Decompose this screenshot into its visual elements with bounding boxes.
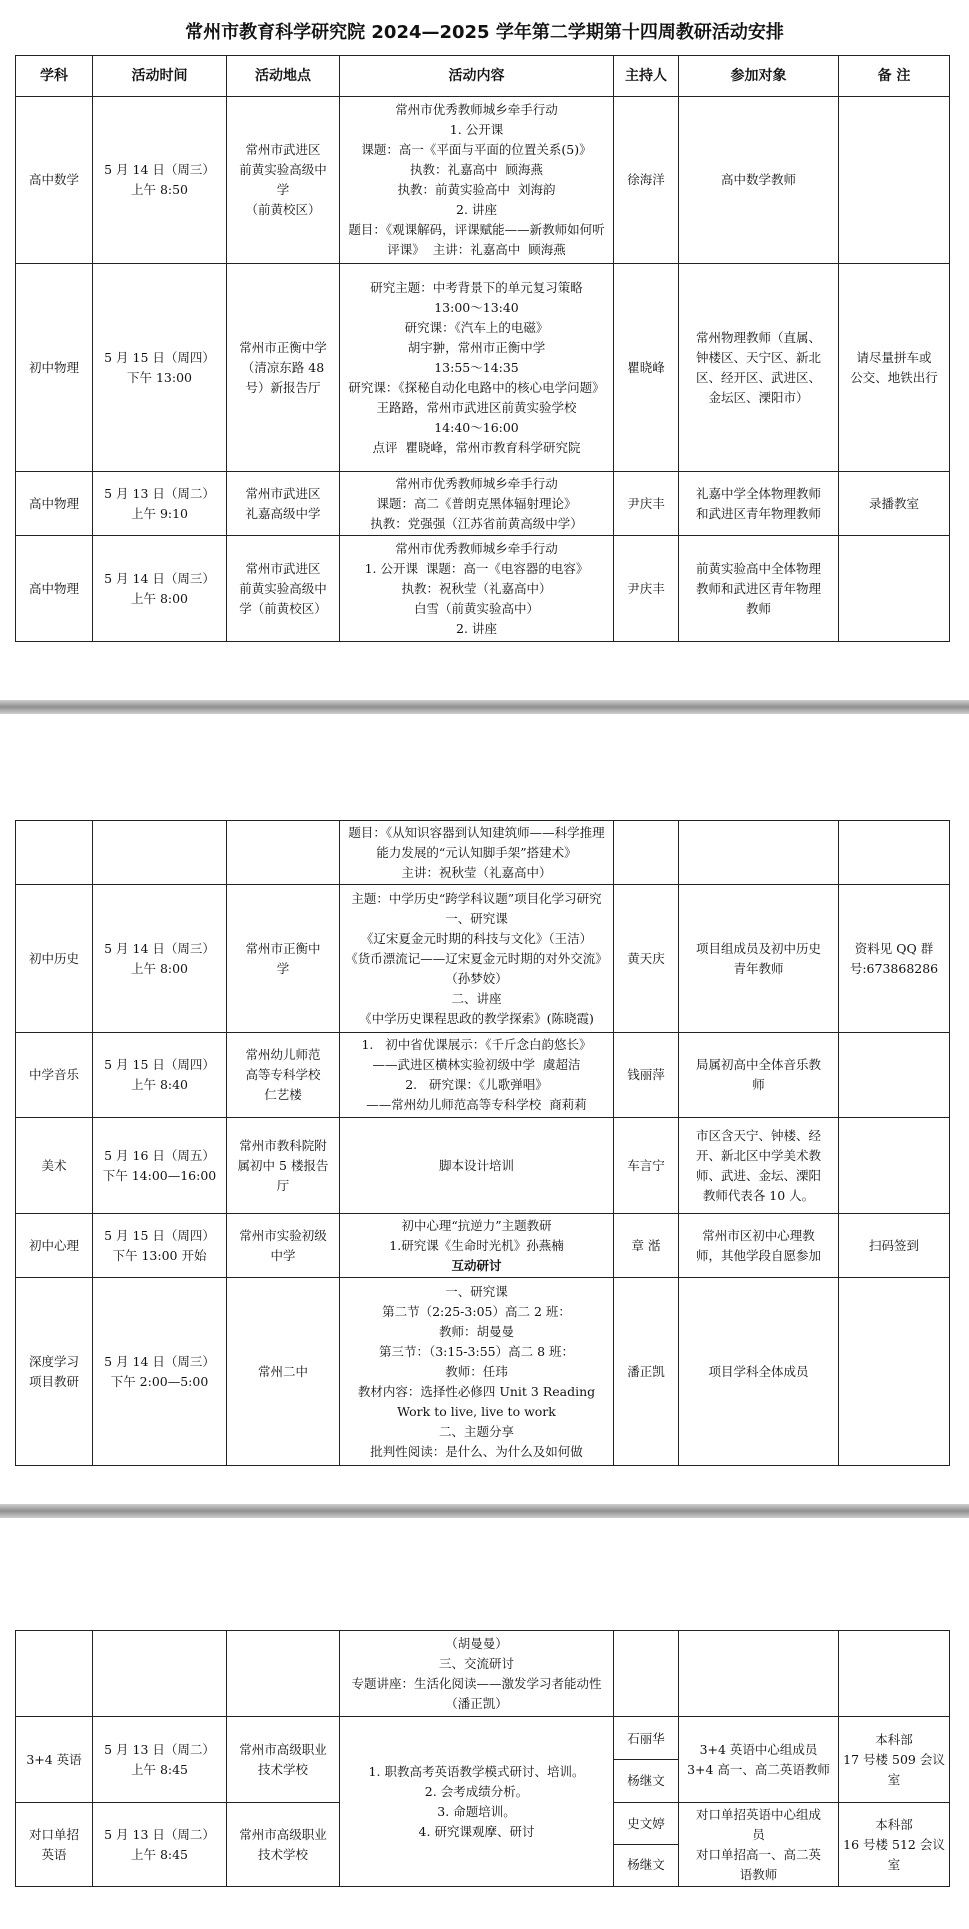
content-line: 互动研讨	[451, 1257, 502, 1273]
cell-host: 尹庆丰	[614, 536, 679, 642]
content-line: 1. 公开课	[449, 122, 504, 137]
content-line: 二、讲座	[451, 990, 502, 1006]
content-line: 常州市优秀教师城乡牵手行动	[395, 540, 558, 556]
content-line: （胡曼曼）	[445, 1635, 508, 1651]
content-line: 点评 瞿晓峰，常州市教育科学研究院	[372, 439, 581, 455]
content-line: 1.研究课《生命时光机》孙燕楠	[389, 1237, 564, 1253]
cell-content	[340, 472, 614, 536]
cell-note: 扫码签到	[839, 1214, 950, 1278]
page-3	[0, 1518, 969, 1929]
content-line: 第三节：（3:15-3:55）高二 8 班：	[378, 1343, 574, 1359]
table-row	[16, 536, 950, 642]
header-content: 活动内容	[340, 56, 614, 97]
content-line: 常州市优秀教师城乡牵手行动	[395, 475, 558, 491]
cell-audience: 常州物理教师（直属、 钟楼区、天宁区、新北 区、经开区、武进区、 金坛区、溧阳市）	[679, 264, 839, 472]
cell-content	[340, 97, 614, 264]
content-line: 第二节（2:25-3:05）高二 2 班：	[382, 1303, 571, 1319]
schedule-table-page-3	[15, 1630, 950, 1887]
cell-host: 徐海洋	[614, 97, 679, 264]
cell-time: 5 月 15 日（周四） 下午 13:00	[93, 264, 227, 472]
cell-subject: 初中心理	[16, 1214, 93, 1278]
cell-time: 5 月 14 日（周三） 下午 2:00—5:00	[93, 1278, 227, 1466]
cell-place: 常州二中	[227, 1278, 340, 1466]
cell-audience	[679, 821, 839, 885]
cell-content	[340, 1118, 614, 1214]
cell-time: 5 月 13 日（周二） 上午 8:45	[93, 1803, 227, 1887]
cell-place: 常州幼儿师范 高等专科学校 仁艺楼	[227, 1033, 340, 1118]
content-line: 研究课：《汽车上的电磁》	[404, 319, 549, 335]
host-name: 史文婷	[627, 1816, 665, 1831]
cell-content	[340, 1214, 614, 1278]
table-row	[16, 1631, 950, 1717]
content-line: ——常州幼儿师范高等专科学校 商莉莉	[366, 1097, 587, 1112]
content-line: 主题：中学历史“跨学科议题”项目化学习研究	[351, 890, 602, 906]
schedule-table-page-1	[15, 55, 950, 642]
content-line: 题目：《从知识容器到认知建筑师——科学推理能力发展的“元认知脚手架”搭建术》	[348, 824, 605, 860]
cell-time: 5 月 14 日（周三） 上午 8:00	[93, 536, 227, 642]
content-line: 执教：礼嘉高中 顾海燕	[410, 162, 543, 177]
cell-host: 潘正凯	[614, 1278, 679, 1466]
header-subject: 学科	[16, 56, 93, 97]
cell-host: 瞿晓峰	[614, 264, 679, 472]
cell-time: 5 月 13 日（周二） 上午 8:45	[93, 1717, 227, 1803]
cell-place	[227, 1631, 340, 1717]
cell-content	[340, 1278, 614, 1466]
content-line: 常州市优秀教师城乡牵手行动	[395, 102, 558, 117]
content-line: 2. 会考成绩分析。	[424, 1783, 529, 1799]
cell-content	[340, 1631, 614, 1717]
host-name: 石丽华	[627, 1731, 665, 1746]
content-line: 13:00～13:40	[434, 299, 519, 315]
cell-subject: 初中物理	[16, 264, 93, 472]
cell-host: 钱丽萍	[614, 1033, 679, 1118]
cell-audience: 礼嘉中学全体物理教师 和武进区青年物理教师	[679, 472, 839, 536]
cell-place: 常州市实验初级 中学	[227, 1214, 340, 1278]
content-line: 教师：任玮	[445, 1363, 508, 1379]
cell-subject: 美术	[16, 1118, 93, 1214]
cell-place: 常州市武进区 前黄实验高级中 学 （前黄校区）	[227, 97, 340, 264]
cell-audience: 项目学科全体成员	[679, 1278, 839, 1466]
cell-subject	[16, 1631, 93, 1717]
page-2	[0, 714, 969, 1504]
content-line: 研究主题：中考背景下的单元复习策略	[370, 279, 583, 295]
table-row	[16, 1214, 950, 1278]
content-line: 主讲：祝秋莹（礼嘉高中）	[401, 864, 552, 880]
content-line: 执教：党强强（江苏省前黄高级中学）	[370, 515, 583, 531]
cell-content	[340, 536, 614, 642]
cell-audience: 常州市区初中心理教 师，其他学段自愿参加	[679, 1214, 839, 1278]
content-line: 课题：高一《平面与平面的位置关系(5)》	[361, 142, 592, 157]
content-line: 4. 研究课观摩、研讨	[418, 1823, 535, 1839]
cell-place: 常州市教科院附 属初中 5 楼报告 厅	[227, 1118, 340, 1214]
table-row	[16, 264, 950, 472]
cell-note	[839, 821, 950, 885]
content-line: 课题：高二《普朗克黑体辐射理论》	[376, 495, 577, 511]
table-body-page-1	[16, 97, 950, 642]
content-line: 2. 研究课：《儿歌弹唱》	[405, 1077, 548, 1092]
cell-content	[340, 264, 614, 472]
cell-subject: 初中历史	[16, 885, 93, 1033]
cell-audience: 3+4 英语中心组成员 3+4 高一、高二英语教师	[679, 1717, 839, 1803]
page-1	[0, 0, 969, 700]
cell-host	[614, 1717, 679, 1803]
content-line: 13:55～14:35	[434, 359, 519, 375]
content-line: 2. 讲座	[456, 620, 497, 636]
content-line: 2. 讲座	[456, 202, 497, 217]
schedule-table-page-2	[15, 820, 950, 1466]
cell-time: 5 月 14 日（周三） 上午 8:00	[93, 885, 227, 1033]
host-name: 杨继文	[614, 1759, 678, 1801]
content-line: 执教：前黄实验高中 刘海韵	[397, 182, 556, 197]
cell-host: 车言宁	[614, 1118, 679, 1214]
cell-content-shared	[340, 1717, 614, 1887]
cell-host: 黄天庆	[614, 885, 679, 1033]
cell-note: 请尽量拼车或 公交、地铁出行	[839, 264, 950, 472]
header-place: 活动地点	[227, 56, 340, 97]
content-line: 一、研究课	[445, 1283, 508, 1299]
cell-audience: 前黄实验高中全体物理 教师和武进区青年物理 教师	[679, 536, 839, 642]
content-line: 批判性阅读：是什么、为什么及如何做	[370, 1443, 583, 1459]
content-line: 脚本设计培训	[438, 1157, 514, 1173]
content-line: 1. 公开课 课题：高一《电容器的电容》	[364, 560, 589, 576]
cell-time	[93, 1631, 227, 1717]
cell-place: 常州市高级职业 技术学校	[227, 1803, 340, 1887]
content-line: 初中心理“抗逆力”主题教研	[401, 1217, 552, 1233]
content-line: 三、交流研讨	[438, 1655, 514, 1671]
header-note: 备 注	[839, 56, 950, 97]
cell-host	[614, 1803, 679, 1887]
cell-note: 资料见 QQ 群 号:673868286	[839, 885, 950, 1033]
cell-note: 本科部 17 号楼 509 会议 室	[839, 1717, 950, 1803]
table-row	[16, 472, 950, 536]
cell-host: 尹庆丰	[614, 472, 679, 536]
content-line: 1. 职教高考英语教学模式研讨、培训。	[368, 1763, 585, 1779]
cell-place	[227, 821, 340, 885]
cell-note	[839, 97, 950, 264]
content-line: 《中学历史课程思政的教学探索》(陈晓霞)	[359, 1010, 594, 1026]
cell-audience: 局属初高中全体音乐教 师	[679, 1033, 839, 1118]
cell-subject: 高中物理	[16, 472, 93, 536]
cell-subject: 对口单招 英语	[16, 1803, 93, 1887]
content-line: 专题讲座：生活化阅读——激发学习者能动性（潘正凯）	[351, 1675, 602, 1711]
header-audience: 参加对象	[679, 56, 839, 97]
table-row	[16, 97, 950, 264]
table-row	[16, 885, 950, 1033]
cell-place: 常州市武进区 礼嘉高级中学	[227, 472, 340, 536]
cell-host	[614, 821, 679, 885]
content-line: 二、主题分享	[438, 1423, 514, 1439]
cell-place: 常州市高级职业 技术学校	[227, 1717, 340, 1803]
cell-subject: 3+4 英语	[16, 1717, 93, 1803]
cell-audience: 高中数学教师	[679, 97, 839, 264]
table-row	[16, 821, 950, 885]
cell-content	[340, 1033, 614, 1118]
cell-audience: 市区含天宁、钟楼、经 开、新北区中学美术教 师、武进、金坛、溧阳 教师代表各 10 人。	[679, 1118, 839, 1214]
cell-host	[614, 1631, 679, 1717]
page-break-1	[0, 700, 969, 714]
content-line: 王路路，常州市武进区前黄实验学校	[376, 399, 577, 415]
cell-subject: 中学音乐	[16, 1033, 93, 1118]
header-row	[16, 56, 950, 97]
cell-time: 5 月 15 日（周四） 下午 13:00 开始	[93, 1214, 227, 1278]
content-line: 研究课：《探秘自动化电路中的核心电学问题》	[348, 379, 605, 395]
cell-time: 5 月 14 日（周三） 上午 8:50	[93, 97, 227, 264]
content-line: 1. 初中省优课展示：《千斤念白韵悠长》	[361, 1037, 592, 1052]
cell-content	[340, 821, 614, 885]
cell-subject: 深度学习 项目教研	[16, 1278, 93, 1466]
header-time: 活动时间	[93, 56, 227, 97]
cell-time: 5 月 15 日（周四） 上午 8:40	[93, 1033, 227, 1118]
cell-host: 章 湉	[614, 1214, 679, 1278]
host-name: 杨继文	[614, 1844, 678, 1885]
cell-audience	[679, 1631, 839, 1717]
page-break-2	[0, 1504, 969, 1518]
content-line: 《货币漂流记——辽宋夏金元时期的对外交流》（孙梦姣）	[345, 950, 608, 986]
cell-note	[839, 536, 950, 642]
content-line: 胡宇翀，常州市正衡中学	[407, 339, 546, 355]
content-line: 教师：胡曼曼	[438, 1323, 514, 1339]
content-line: 一、研究课	[445, 910, 508, 926]
cell-time: 5 月 16 日（周五） 下午 14:00—16:00	[93, 1118, 227, 1214]
cell-subject	[16, 821, 93, 885]
content-line: 《辽宋夏金元时期的科技与文化》（王洁）	[360, 930, 593, 946]
cell-note	[839, 1631, 950, 1717]
content-line: 14:40～16:00	[434, 419, 519, 435]
table-row	[16, 1033, 950, 1118]
table-row	[16, 1118, 950, 1214]
content-line: ——武进区横林实验初级中学 虞超洁	[372, 1057, 581, 1072]
table-row	[16, 1278, 950, 1466]
content-line: 3. 命题培训。	[437, 1803, 516, 1819]
content-line: 题目：《观课解码，评课赋能——新教师如何听评课》 主讲：礼嘉高中 顾海燕	[348, 222, 605, 257]
header-host: 主持人	[614, 56, 679, 97]
cell-subject: 高中数学	[16, 97, 93, 264]
cell-place: 常州市正衡中 学	[227, 885, 340, 1033]
cell-note: 本科部 16 号楼 512 会议 室	[839, 1803, 950, 1887]
cell-place: 常州市武进区 前黄实验高级中 学（前黄校区）	[227, 536, 340, 642]
page-title: 常州市教育科学研究院 2024—2025 学年第二学期第十四周教研活动安排	[185, 22, 784, 43]
cell-time	[93, 821, 227, 885]
table-body-page-3	[16, 1631, 950, 1887]
content-line: 教材内容：选择性必修四 Unit 3 Reading Work to live, live to work	[357, 1383, 600, 1419]
content-line: 执教：祝秋莹（礼嘉高中）	[401, 580, 552, 596]
cell-place: 常州市正衡中学 （清凉东路 48 号）新报告厅	[227, 264, 340, 472]
cell-subject: 高中物理	[16, 536, 93, 642]
cell-time: 5 月 13 日（周二） 上午 9:10	[93, 472, 227, 536]
cell-audience: 对口单招英语中心组成 员 对口单招高一、高二英 语教师	[679, 1803, 839, 1887]
cell-content	[340, 885, 614, 1033]
cell-note	[839, 1118, 950, 1214]
cell-audience: 项目组成员及初中历史 青年教师	[679, 885, 839, 1033]
cell-note: 录播教室	[839, 472, 950, 536]
table-row	[16, 1717, 950, 1803]
cell-note	[839, 1278, 950, 1466]
content-line: 白雪（前黄实验高中）	[413, 600, 539, 616]
cell-note	[839, 1033, 950, 1118]
table-body-page-2	[16, 821, 950, 1466]
